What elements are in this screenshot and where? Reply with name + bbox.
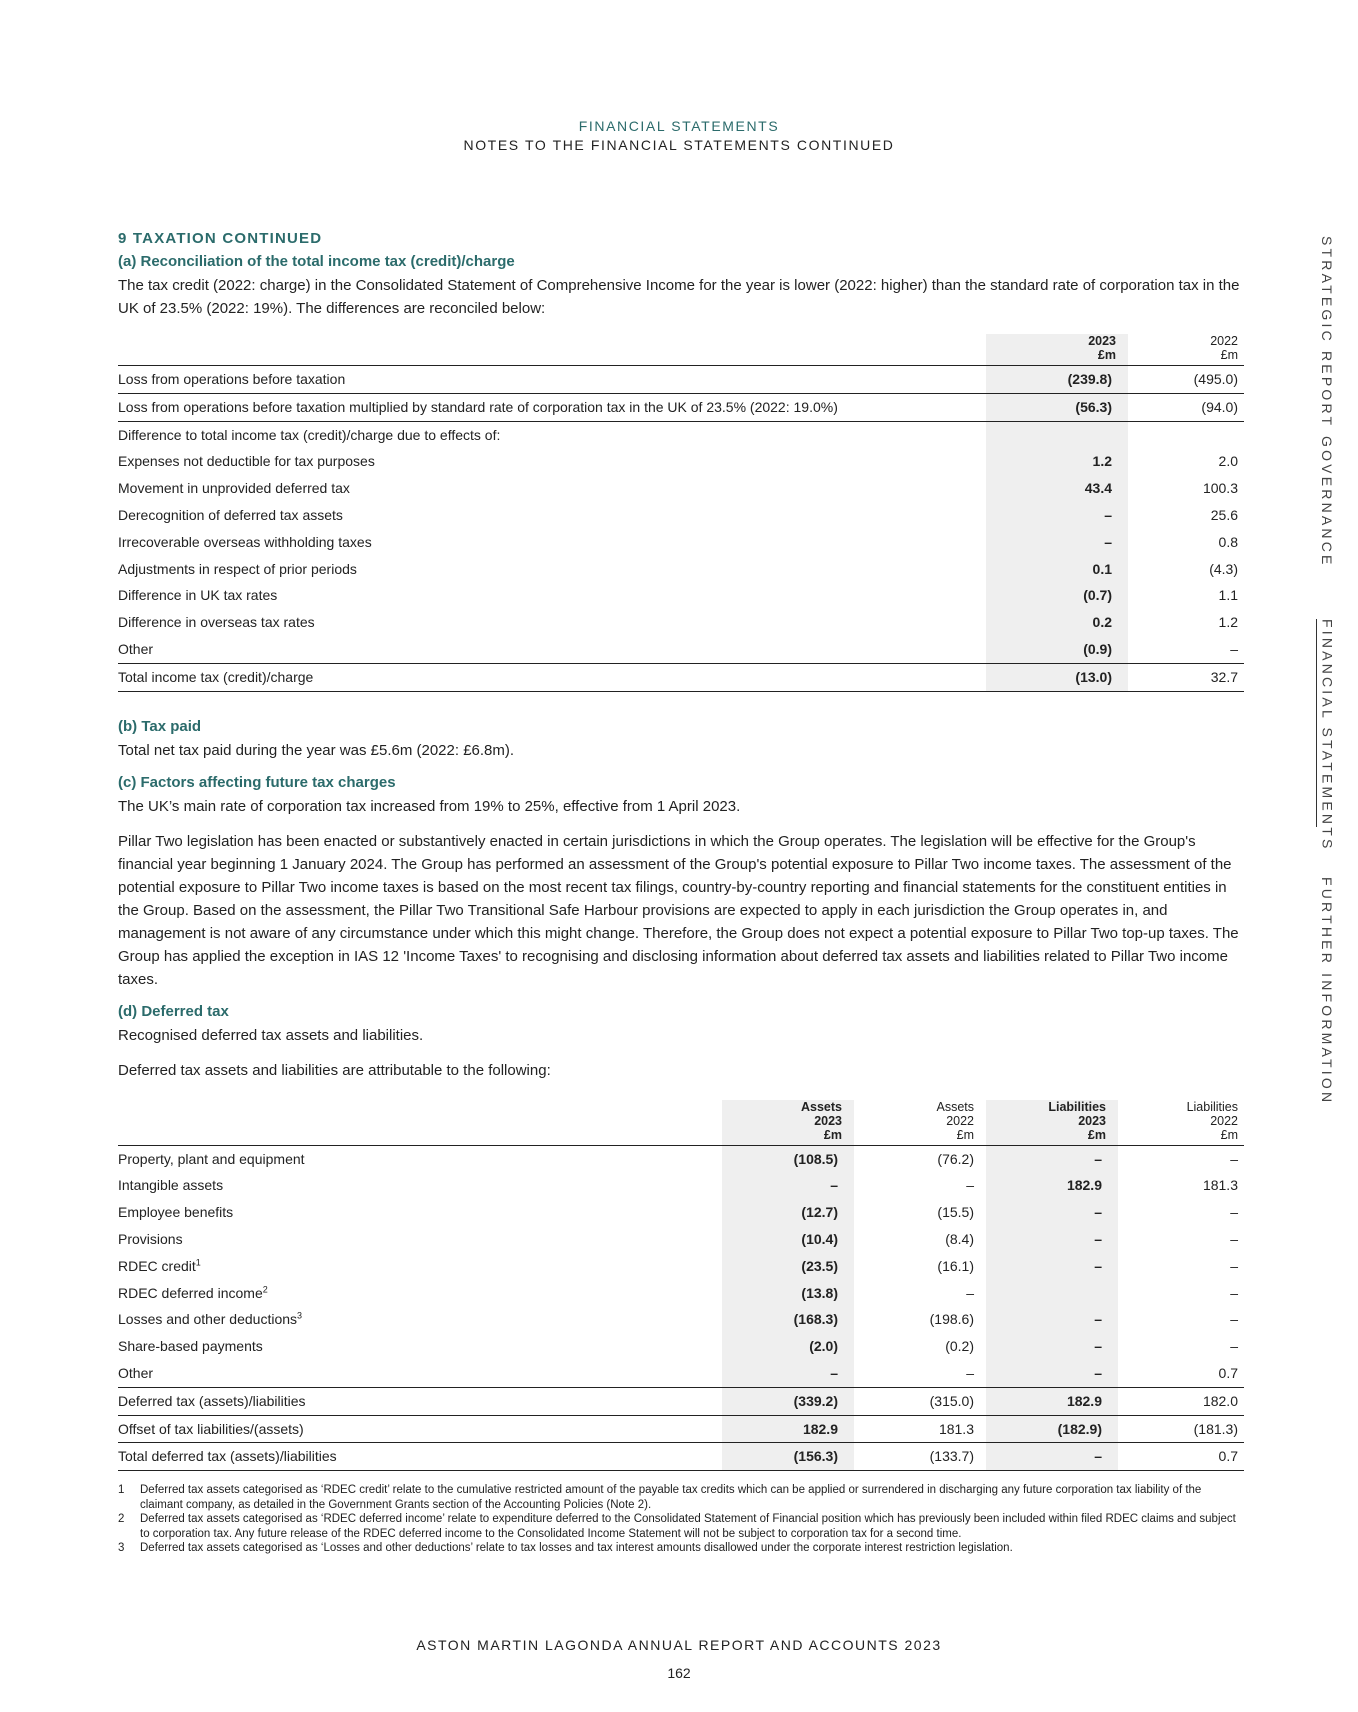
- row-label: [118, 1199, 722, 1226]
- footnotes: [118, 1483, 1244, 1556]
- value-2023: (0.7): [986, 582, 1128, 609]
- footnote-reference: 1: [195, 1257, 201, 1268]
- value-assets-2023: (12.7): [722, 1199, 854, 1226]
- footnote-reference: 2: [262, 1283, 268, 1294]
- main-content: [118, 230, 1244, 1556]
- header-year: 2023: [814, 1113, 842, 1128]
- footnote: [118, 1541, 1244, 1556]
- header-kind: Assets: [801, 1099, 842, 1114]
- footer-title: ASTON MARTIN LAGONDA ANNUAL REPORT AND ACCOUNTS 2023: [416, 1637, 942, 1653]
- footnote-reference: 3: [297, 1310, 303, 1321]
- page-number: 162: [667, 1665, 691, 1681]
- value-liabilities-2023: –: [986, 1145, 1118, 1172]
- paragraph-a: The tax credit (2022: charge) in the Consolidated Statement of Comprehensive Income for the year is lower (2022: higher) than the standard rate of corporation tax in the UK of 23.5% (2022: 19%). The differences are reconciled below:: [118, 277, 1240, 317]
- row-label: Movement in unprovided deferred tax: [118, 480, 350, 497]
- table-row: [118, 1199, 1244, 1226]
- value-assets-2023: –: [722, 1172, 854, 1199]
- row-label-text: Losses and other deductions: [118, 1311, 298, 1328]
- nav-further-information[interactable]: FURTHER INFORMATION: [1319, 877, 1335, 1106]
- row-label-text: Deferred tax (assets)/liabilities: [118, 1392, 306, 1409]
- header-assets-2023: [722, 1100, 854, 1146]
- table-row: [118, 1253, 1244, 1280]
- value-liabilities-2022: –: [1230, 1257, 1238, 1274]
- table-row: [118, 1415, 1244, 1443]
- value-liabilities-2023: –: [986, 1443, 1118, 1471]
- footnote-text: Deferred tax assets categorised as ‘RDEC deferred income’ relate to expenditure deferred to the Consolidated Statement of Financial position which has previously been included within filed RDEC claims and subject to corporation tax. Any future release of the RDEC deferred income to the Consolidated Income Statement will not be subject to corporation tax for a second time.: [140, 1513, 1236, 1540]
- row-label: Difference to total income tax (credit)/charge due to effects of:: [118, 426, 501, 443]
- value-2022: 25.6: [1210, 506, 1238, 523]
- value-2022: (4.3): [1209, 560, 1238, 577]
- paragraph-c2: Pillar Two legislation has been enacted or substantively enacted in certain jurisdictions in which the Group operates. The legislation will be effective for the Group's financial year beginning 1 January 2024. The Group has performed an assessment of the Group's potential exposure to Pillar Two income taxes. The assessment of the potential exposure to Pillar Two income taxes is based on the most recent tax filings, country-by-country reporting and financial statements for the constituent entities in the Group. Based on the assessment, the Pillar Two Transitional Safe Harbour provisions are expected to apply in each jurisdiction the Group operates in, and management is not aware of any circumstance under which this might change. Therefore, the Group does not expect a potential exposure to Pillar Two top-up taxes. The Group has applied the exception in IAS 12 'Income Taxes' to recognising and disclosing information about deferred tax assets and liabilities related to Pillar Two income taxes.: [118, 832, 1239, 988]
- value-assets-2022: 181.3: [854, 1415, 986, 1443]
- row-label: Derecognition of deferred tax assets: [118, 506, 343, 523]
- subheading-b: (b) Tax paid: [118, 717, 202, 735]
- value-assets-2022: (8.4): [945, 1230, 974, 1247]
- value-2023: (13.0): [986, 663, 1128, 691]
- header-kind: Liabilities: [1048, 1099, 1106, 1114]
- subheading-c: (c) Factors affecting future tax charges: [118, 773, 396, 791]
- table-row: [118, 609, 1244, 636]
- value-assets-2022: (15.5): [937, 1204, 974, 1221]
- table-row: [118, 366, 1244, 394]
- table-row: [118, 1306, 1244, 1333]
- table-row: [118, 1387, 1244, 1415]
- row-label: [118, 1415, 722, 1443]
- value-2023: –: [986, 529, 1128, 556]
- tax-reconciliation-table: [118, 334, 1244, 692]
- value-assets-2023: (13.8): [722, 1280, 854, 1307]
- value-2023: 1.2: [986, 448, 1128, 475]
- table-row: [118, 636, 1244, 663]
- header-year: 2022: [1210, 1113, 1238, 1128]
- value-2023: (239.8): [986, 366, 1128, 394]
- row-label-text: Total deferred tax (assets)/liabilities: [118, 1448, 337, 1465]
- table-row: [118, 421, 1244, 448]
- value-2023: (56.3): [986, 393, 1128, 421]
- row-label-text: RDEC credit: [118, 1257, 196, 1274]
- value-assets-2022: (133.7): [854, 1443, 986, 1471]
- value-assets-2023: –: [722, 1360, 854, 1387]
- table-row: [118, 529, 1244, 556]
- paragraph-d1: Recognised deferred tax assets and liabilities.: [118, 1026, 424, 1044]
- row-label: Difference in overseas tax rates: [118, 614, 315, 631]
- table-header-row: [118, 334, 1244, 366]
- side-navigation: [1316, 236, 1338, 1106]
- value-2022: 32.7: [1128, 663, 1244, 691]
- row-label: Adjustments in respect of prior periods: [118, 560, 357, 577]
- header-year: 2022: [1210, 334, 1238, 348]
- footnote-number: 1: [118, 1484, 125, 1497]
- header-unit: £m: [1097, 348, 1116, 362]
- value-liabilities-2022: –: [1230, 1204, 1238, 1221]
- value-assets-2023: (23.5): [722, 1253, 854, 1280]
- row-label-text: Employee benefits: [118, 1204, 234, 1221]
- row-label: Irrecoverable overseas withholding taxes: [118, 533, 372, 550]
- row-label: [118, 1360, 722, 1387]
- value-2022: –: [1128, 636, 1244, 663]
- footnote-text: Deferred tax assets categorised as ‘RDEC credit’ relate to the cumulative restricted amount of the payable tax credits which can be applied or surrendered in discharging any future corporation tax liability of the claimant company, as detailed in the Government Grants section of the Accounting Policies (Note 2).: [140, 1484, 1202, 1511]
- value-liabilities-2022: 182.0: [1118, 1387, 1244, 1415]
- table-row: [118, 1172, 1244, 1199]
- table-row: [118, 393, 1244, 421]
- value-assets-2022: –: [966, 1177, 974, 1194]
- row-label: Loss from operations before taxation: [118, 366, 986, 394]
- paragraph-b: Total net tax paid during the year was £5.6m (2022: £6.8m).: [118, 741, 515, 759]
- header-liabilities-2023: [986, 1100, 1118, 1146]
- table-row: [118, 1280, 1244, 1307]
- header-2022: [1128, 334, 1244, 366]
- value-assets-2022: (16.1): [937, 1257, 974, 1274]
- value-2022: (495.0): [1128, 366, 1244, 394]
- row-label-text: Provisions: [118, 1230, 183, 1247]
- table-row: [118, 1333, 1244, 1360]
- table-total-row: [118, 663, 1244, 691]
- value-2023: –: [986, 502, 1128, 529]
- row-label-text: Share-based payments: [118, 1338, 263, 1355]
- row-label: [118, 1306, 722, 1333]
- table-row: [118, 1145, 1244, 1172]
- value-assets-2022: (76.2): [937, 1150, 974, 1167]
- value-2023: 0.1: [986, 556, 1128, 583]
- nav-governance[interactable]: GOVERNANCE: [1319, 436, 1335, 568]
- row-label: [118, 1253, 722, 1280]
- value-liabilities-2022: –: [1230, 1338, 1238, 1355]
- header-year: 2023: [1078, 1113, 1106, 1128]
- row-label-text: Offset of tax liabilities/(assets): [118, 1420, 304, 1437]
- header-unit: £m: [956, 1127, 974, 1142]
- value-2023: [986, 421, 1128, 448]
- footnote: [118, 1483, 1244, 1512]
- header-2023: [986, 334, 1128, 366]
- value-liabilities-2023: (182.9): [986, 1415, 1118, 1443]
- value-liabilities-2022: –: [1230, 1284, 1238, 1301]
- header-subsection: NOTES TO THE FINANCIAL STATEMENTS CONTINUED: [463, 137, 895, 153]
- header-section: FINANCIAL STATEMENTS: [578, 118, 780, 134]
- row-label-text: RDEC deferred income: [118, 1284, 263, 1301]
- nav-strategic-report[interactable]: STRATEGIC REPORT: [1319, 236, 1335, 429]
- value-liabilities-2023: –: [986, 1199, 1118, 1226]
- paragraph-d2: Deferred tax assets and liabilities are attributable to the following:: [118, 1061, 551, 1079]
- subheading-d: (d) Deferred tax: [118, 1002, 229, 1020]
- row-label: Other: [118, 636, 986, 663]
- value-assets-2022: (315.0): [854, 1387, 986, 1415]
- header-unit: £m: [1220, 348, 1238, 362]
- row-label-text: Other: [118, 1364, 154, 1381]
- header-label-cell: [118, 334, 986, 366]
- value-assets-2022: –: [966, 1284, 974, 1301]
- value-assets-2023: 182.9: [722, 1415, 854, 1443]
- row-label: [118, 1226, 722, 1253]
- value-assets-2023: (339.2): [722, 1387, 854, 1415]
- section-title: 9 TAXATION CONTINUED: [118, 230, 323, 247]
- value-liabilities-2023: 182.9: [986, 1387, 1118, 1415]
- row-label: [118, 1280, 722, 1307]
- table-header-row: [118, 1100, 1244, 1146]
- row-label: Loss from operations before taxation multiplied by standard rate of corporation tax in the UK of 23.5% (2022: 19.0%): [118, 393, 986, 421]
- value-2023: (0.9): [986, 636, 1128, 663]
- value-liabilities-2022: (181.3): [1118, 1415, 1244, 1443]
- header-label-cell: [118, 1100, 722, 1146]
- value-assets-2022: –: [854, 1360, 986, 1387]
- value-liabilities-2023: 182.9: [986, 1172, 1118, 1199]
- value-2023: 43.4: [986, 475, 1128, 502]
- value-liabilities-2022: 0.7: [1118, 1443, 1244, 1471]
- footnote: [118, 1512, 1244, 1541]
- header-year: 2023: [1088, 334, 1116, 348]
- table-row: [118, 582, 1244, 609]
- table-row: [118, 502, 1244, 529]
- value-liabilities-2023: –: [986, 1306, 1118, 1333]
- table-row: [118, 475, 1244, 502]
- header-unit: £m: [1220, 1127, 1238, 1142]
- table-row: [118, 1360, 1244, 1387]
- value-assets-2022: (198.6): [929, 1311, 974, 1328]
- deferred-tax-table: [118, 1100, 1244, 1472]
- value-assets-2023: (108.5): [722, 1145, 854, 1172]
- table-row: [118, 556, 1244, 583]
- value-2022: 1.2: [1218, 614, 1238, 631]
- value-2022: 1.1: [1218, 587, 1238, 604]
- value-liabilities-2023: –: [986, 1333, 1118, 1360]
- value-liabilities-2023: –: [986, 1226, 1118, 1253]
- value-liabilities-2022: –: [1230, 1150, 1238, 1167]
- row-label: Total income tax (credit)/charge: [118, 663, 986, 691]
- nav-financial-statements[interactable]: FINANCIAL STATEMENTS: [1316, 619, 1339, 827]
- value-2023: 0.2: [986, 609, 1128, 636]
- row-label: Expenses not deductible for tax purposes: [118, 453, 375, 470]
- table-row: [118, 1226, 1244, 1253]
- value-2022: 100.3: [1202, 480, 1238, 497]
- table-row: [118, 448, 1244, 475]
- row-label-text: Intangible assets: [118, 1177, 224, 1194]
- header-year: 2022: [946, 1113, 974, 1128]
- header-kind: Liabilities: [1186, 1099, 1238, 1114]
- value-liabilities-2022: 0.7: [1118, 1360, 1244, 1387]
- value-assets-2023: (156.3): [722, 1443, 854, 1471]
- table-row: [118, 1443, 1244, 1471]
- value-liabilities-2022: –: [1230, 1311, 1238, 1328]
- value-assets-2022: (0.2): [945, 1338, 974, 1355]
- header-kind: Assets: [936, 1099, 974, 1114]
- header-unit: £m: [823, 1127, 842, 1142]
- row-label: [118, 1172, 722, 1199]
- row-label: Difference in UK tax rates: [118, 587, 278, 604]
- row-label: [118, 1333, 722, 1360]
- row-label-text: Property, plant and equipment: [118, 1150, 305, 1167]
- header-liabilities-2022: [1118, 1100, 1244, 1146]
- deferred-tax-body: [118, 1145, 1244, 1471]
- value-assets-2023: (168.3): [722, 1306, 854, 1333]
- footnote-number: 3: [118, 1542, 125, 1555]
- footnote-text: Deferred tax assets categorised as ‘Losses and other deductions’ relate to tax losses and tax interest amounts disallowed under the corporate interest restriction legislation.: [140, 1542, 1013, 1555]
- value-2022: 0.8: [1218, 533, 1238, 550]
- footnote-number: 2: [118, 1513, 125, 1526]
- value-2022: [1128, 421, 1244, 448]
- value-liabilities-2023: –: [986, 1253, 1118, 1280]
- header-assets-2022: [854, 1100, 986, 1146]
- paragraph-c1: The UK’s main rate of corporation tax increased from 19% to 25%, effective from 1 April 2023.: [118, 797, 741, 815]
- row-label: [118, 1145, 722, 1172]
- value-2022: 2.0: [1218, 453, 1238, 470]
- value-liabilities-2023: [986, 1280, 1118, 1307]
- value-assets-2023: (10.4): [722, 1226, 854, 1253]
- subheading-a: (a) Reconciliation of the total income tax (credit)/charge: [118, 253, 515, 270]
- value-liabilities-2022: 181.3: [1202, 1177, 1238, 1194]
- row-label: [118, 1443, 722, 1471]
- value-liabilities-2022: –: [1230, 1230, 1238, 1247]
- value-liabilities-2023: –: [986, 1360, 1118, 1387]
- value-assets-2023: (2.0): [722, 1333, 854, 1360]
- row-label: [118, 1387, 722, 1415]
- header-unit: £m: [1087, 1127, 1106, 1142]
- value-2022: (94.0): [1128, 393, 1244, 421]
